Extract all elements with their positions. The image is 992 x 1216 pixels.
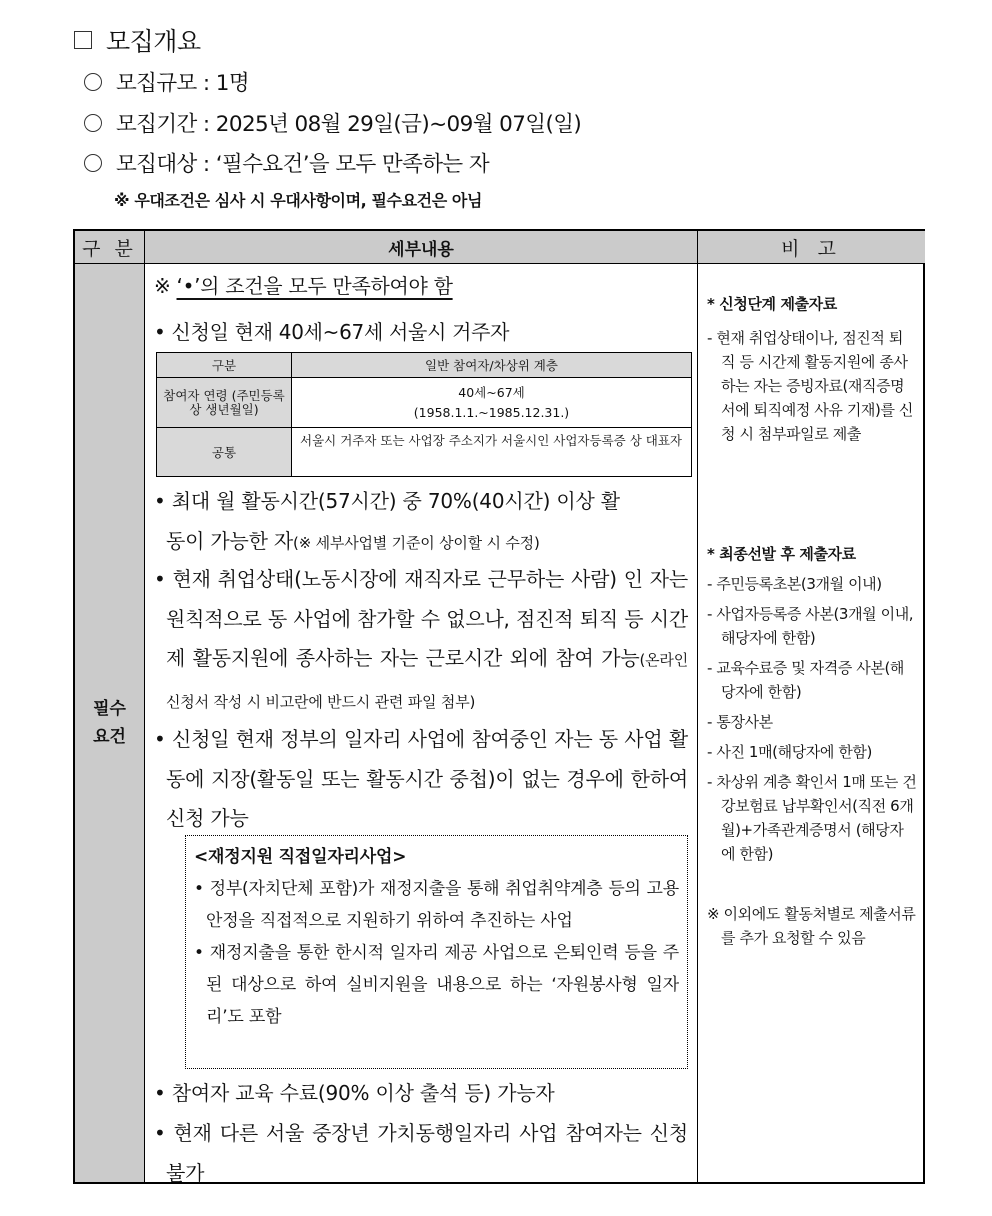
overview-item-label: 모집기간 : 2025년 08월 29일(금)~09월 07일(일)	[116, 112, 582, 137]
circle-bullet-icon	[84, 114, 102, 132]
inner-header-group: 일반 참여자/차상위 계층	[292, 353, 691, 378]
section-title	[74, 22, 201, 58]
employment-requirement	[154, 560, 688, 722]
footer-note: ※ 이외에도 활동처별로 제출서류를 추가 요청할 수 있음	[707, 905, 916, 947]
overview-note: ※ 우대조건은 심사 시 우대사항이며, 필수요건은 아님	[114, 191, 483, 210]
row-label-line1: 필수	[93, 699, 126, 719]
note-mark: ※	[154, 274, 177, 298]
header-category: 구 분	[75, 231, 145, 264]
stage1-title: * 신청단계 제출자료	[707, 295, 837, 313]
circle-bullet-icon	[84, 154, 102, 172]
overview-item-period	[84, 107, 581, 138]
age-inner-table	[156, 352, 692, 477]
hours-note: (※ 세부사업별 기준이 상이할 시 수정)	[293, 533, 540, 552]
hours-requirement	[154, 482, 688, 563]
stage2-title: * 최종선발 후 제출자료	[707, 545, 856, 563]
box-title: <재정지원 직접일자리사업>	[194, 847, 407, 867]
overview-item-target	[84, 147, 489, 178]
direct-job-program-box	[185, 835, 688, 1069]
stage2-item: - 사업자등록증 사본(3개월 이내, 해당자에 한함)	[707, 605, 914, 647]
overview-item-label: 모집대상 : ‘필수요건’을 모두 만족하는 자	[116, 152, 489, 177]
stage1-item: - 현재 취업상태이나, 점진적 퇴직 등 시간제 활동지원에 종사하는 자는 증빙자료(재직증명서에 퇴직예정 사유 기재)를 신청 시 첨부파일로 제출	[707, 329, 914, 443]
final-selection-docs	[707, 542, 917, 866]
government-job-requirement: • 신청일 현재 정부의 일자리 사업에 참여중인 자는 동 사업 활동에 지장(활동일 또는 활동시간 중첩)이 없는 경우에 한하여 신청 가능	[154, 727, 688, 830]
inner-header-category: 구분	[157, 353, 292, 378]
box-item: • 정부(자치단체 포함)가 재정지출을 통해 취업취약계층 등의 고용안정을 직접적으로 지원하기 위하여 추진하는 사업	[194, 879, 679, 931]
overview-item-label: 모집규모 : 1명	[116, 71, 250, 96]
condition-note	[154, 270, 689, 299]
row-label-cell	[75, 264, 145, 1182]
header-remarks: 비 고	[698, 231, 925, 264]
note-underlined-text: ‘•’의 조건을 모두 만족하여야 함	[176, 274, 453, 298]
stage2-item: - 교육수료증 및 자격증 사본(해당자에 한함)	[707, 659, 905, 701]
square-box-icon	[74, 31, 92, 49]
remarks-cell	[698, 264, 925, 1182]
stage2-item: - 주민등록초본(3개월 이내)	[707, 575, 882, 593]
birth-date-range: (1958.1.1.~1985.12.31.)	[413, 404, 570, 420]
header-details: 세부내용	[145, 231, 698, 264]
overview-item-scale	[84, 66, 249, 97]
employment-note: (온라인 신청서 작성 시 비고란에 반드시 관련 파일 첨부)	[166, 651, 688, 711]
circle-bullet-icon	[84, 73, 102, 91]
details-cell	[145, 264, 698, 1185]
age-requirement: • 신청일 현재 40세~67세 서울시 거주자	[154, 320, 510, 344]
additional-docs-note	[707, 902, 917, 950]
inner-row-age-label: 참여자 연령 (주민등록상 생년월일)	[157, 378, 292, 428]
box-item: • 재정지출을 통한 한시적 일자리 제공 사업으로 은퇴인력 등을 주된 대상으로 하여 실비지원을 내용으로 하는 ‘자원봉사형 일자리’도 포함	[194, 943, 679, 1027]
requirements-table	[73, 229, 925, 1184]
inner-row-age-value	[292, 378, 691, 428]
stage2-item: - 사진 1매(해당자에 한함)	[707, 743, 872, 761]
other-program-restriction: • 현재 다른 서울 중장년 가치동행일자리 사업 참여자는 신청 불가	[154, 1121, 688, 1185]
employment-text: • 현재 취업상태(노동시장에 재직자로 근무하는 사람) 인 자는 원칙적으로 동 사업에 참가할 수 없으나, 점진적 퇴직 등 시간제 활동지원에 종사하는 자는 근로시간 외에 참여 가능	[154, 567, 688, 670]
inner-row-common-label: 공통	[157, 428, 292, 476]
age-range: 40세~67세	[458, 384, 525, 400]
stage2-item: - 차상위 계층 확인서 1매 또는 건강보험료 납부확인서(직전 6개월)+가족관계증명서 (해당자에 한함)	[707, 773, 917, 863]
inner-row-common-value: 서울시 거주자 또는 사업장 주소지가 서울시인 사업자등록증 상 대표자	[300, 433, 682, 448]
education-requirement: • 참여자 교육 수료(90% 이상 출석 등) 가능자	[154, 1081, 555, 1105]
section-title-text: 모집개요	[106, 27, 201, 56]
stage2-item: - 통장사본	[707, 713, 773, 731]
row-label-line2: 요건	[93, 727, 126, 747]
hours-continuation	[154, 522, 688, 564]
hours-text: • 최대 월 활동시간(57시간) 중 70%(40시간) 이상 활	[154, 489, 620, 513]
application-stage-docs	[707, 292, 917, 446]
row-label	[90, 695, 130, 751]
hours-cont-text: 동이 가능한 자	[166, 528, 294, 553]
